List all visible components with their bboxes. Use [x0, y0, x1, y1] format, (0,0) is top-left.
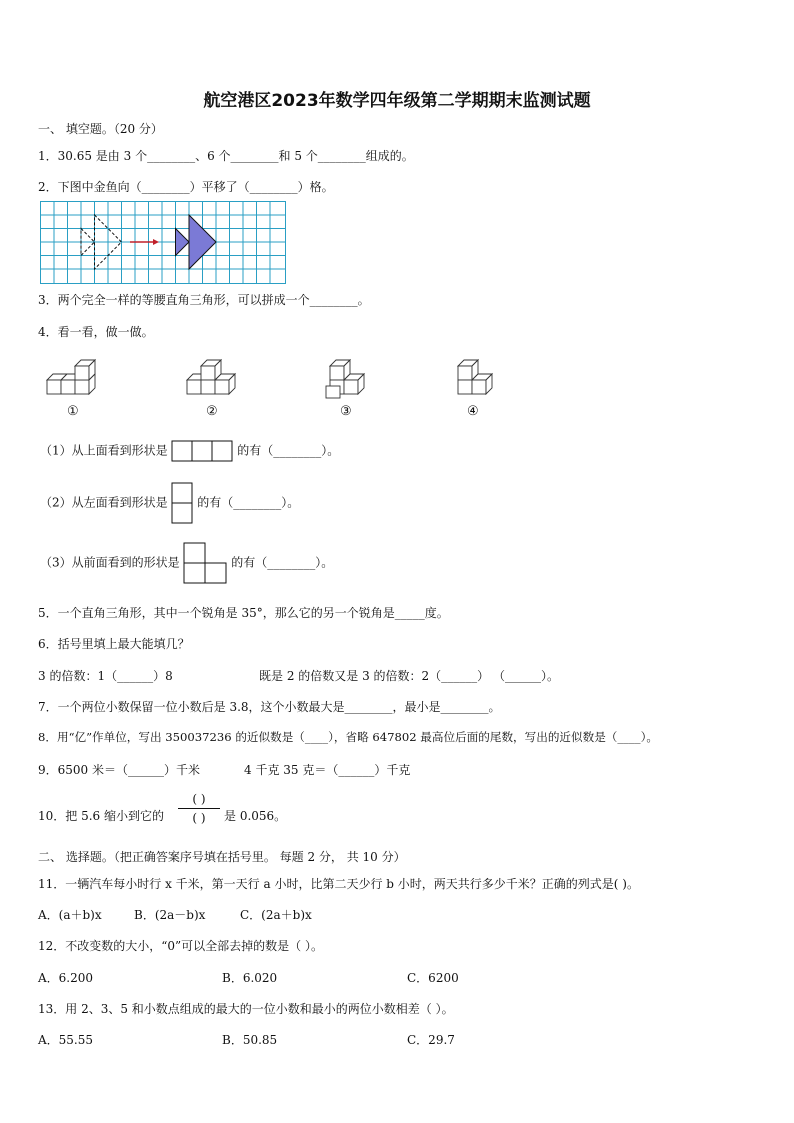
question-7: 7．一个两位小数保留一位小数后是 3.8，这个小数最大是________，最小是________。 — [38, 700, 501, 714]
section-heading-choice: 二、 选择题。（把正确答案序号填在括号里。 每题 2 分， 共 10 分） — [38, 850, 406, 864]
cube-figure-2 — [187, 360, 235, 394]
question-10-prefix: 10．把 5.6 缩小到它的 — [38, 809, 164, 823]
question-6b: 既是 2 的倍数又是 3 的倍数：2（______） （______）。 — [259, 669, 559, 683]
moved-fish-filled — [176, 215, 217, 269]
grid-svg — [40, 201, 286, 284]
question-12-option-a: A．6.200 — [38, 971, 94, 985]
question-13-option-a: A．55.55 — [38, 1033, 94, 1047]
question-4-2 — [40, 482, 299, 524]
question-11-option-b: B．(2a－b)x — [134, 908, 206, 922]
question-8: 8．用“亿”作单位，写出 350037236 的近似数是（____），省略 647802 最高位后面的尾数，写出的近似数是（____）。 — [38, 730, 658, 744]
cube-figures-svg — [0, 358, 794, 408]
top-view-three-squares-icon — [171, 440, 233, 462]
question-5: 5．一个直角三角形，其中一个锐角是 35°，那么它的另一个锐角是_____度。 — [38, 606, 449, 620]
cube-figure-1 — [47, 360, 103, 394]
question-4-3-suffix: 的有（________）。 — [231, 555, 334, 570]
page-title: 航空港区2023年数学四年级第二学期期末监测试题 — [203, 91, 591, 111]
question-1: 1．30.65 是由 3 个________、6 个________和 5 个________组成的。 — [38, 149, 414, 163]
question-6a: 3 的倍数：1（______）8 — [38, 669, 173, 683]
question-12: 12．不改变数的大小，“0”可以全部去掉的数是（ ）。 — [38, 939, 323, 953]
question-2: 2．下图中金鱼向（________）平移了（________）格。 — [38, 180, 334, 194]
question-12-option-c: C．6200 — [407, 971, 459, 985]
section-heading-fill-in: 一、 填空题。（20 分） — [38, 122, 163, 136]
question-10-fraction — [176, 792, 222, 825]
question-6: 6．括号里填上最大能填几？ — [38, 637, 190, 651]
translation-grid-figure — [40, 201, 286, 284]
question-4-1-prefix: （1）从上面看到形状是 — [40, 443, 168, 458]
figure-label-1: ① — [67, 404, 79, 419]
question-9a: 9．6500 米＝（______）千米 — [38, 763, 200, 777]
cube-figure-3 — [326, 360, 364, 398]
grid-lines — [40, 201, 286, 284]
question-12-option-b: B．6.020 — [222, 971, 278, 985]
question-4-3 — [40, 542, 333, 584]
question-11-option-a: A．(a＋b)x — [38, 908, 102, 922]
fraction-bar — [178, 808, 220, 809]
question-11: 11．一辆汽车每小时行 x 千米，第一天行 a 小时，比第二天少行 b 小时，两天共行多少千米？正确的列式是( )。 — [38, 877, 639, 891]
question-13-option-b: B．50.85 — [222, 1033, 278, 1047]
figure-label-4: ④ — [467, 404, 479, 419]
question-4: 4．看一看，做一做。 — [38, 325, 154, 339]
question-4-1 — [40, 440, 339, 462]
fraction-numerator: ( ) — [192, 792, 206, 806]
figure-label-3: ③ — [340, 404, 352, 419]
question-10-suffix: 是 0.056。 — [224, 809, 287, 823]
question-13: 13．用 2、3、5 和小数点组成的最大的一位小数和最小的两位小数相差（ ）。 — [38, 1002, 454, 1016]
question-9b: 4 千克 35 克＝（______）千克 — [244, 763, 411, 777]
front-view-l-shape-icon — [183, 542, 227, 584]
left-view-two-stacked-squares-icon — [171, 482, 193, 524]
figure-label-2: ② — [206, 404, 218, 419]
question-4-3-prefix: （3）从前面看到的形状是 — [40, 555, 180, 570]
translation-arrow — [130, 239, 159, 245]
cube-figures — [0, 358, 794, 428]
question-3: 3．两个完全一样的等腰直角三角形，可以拼成一个________。 — [38, 293, 370, 307]
fraction-denominator: ( ) — [192, 811, 206, 825]
question-4-1-suffix: 的有（________）。 — [237, 443, 340, 458]
question-4-2-suffix: 的有（________）。 — [197, 495, 300, 510]
question-4-2-prefix: （2）从左面看到形状是 — [40, 495, 168, 510]
question-11-option-c: C．(2a＋b)x — [240, 908, 312, 922]
cube-figure-4 — [458, 360, 492, 394]
question-13-option-c: C．29.7 — [407, 1033, 455, 1047]
